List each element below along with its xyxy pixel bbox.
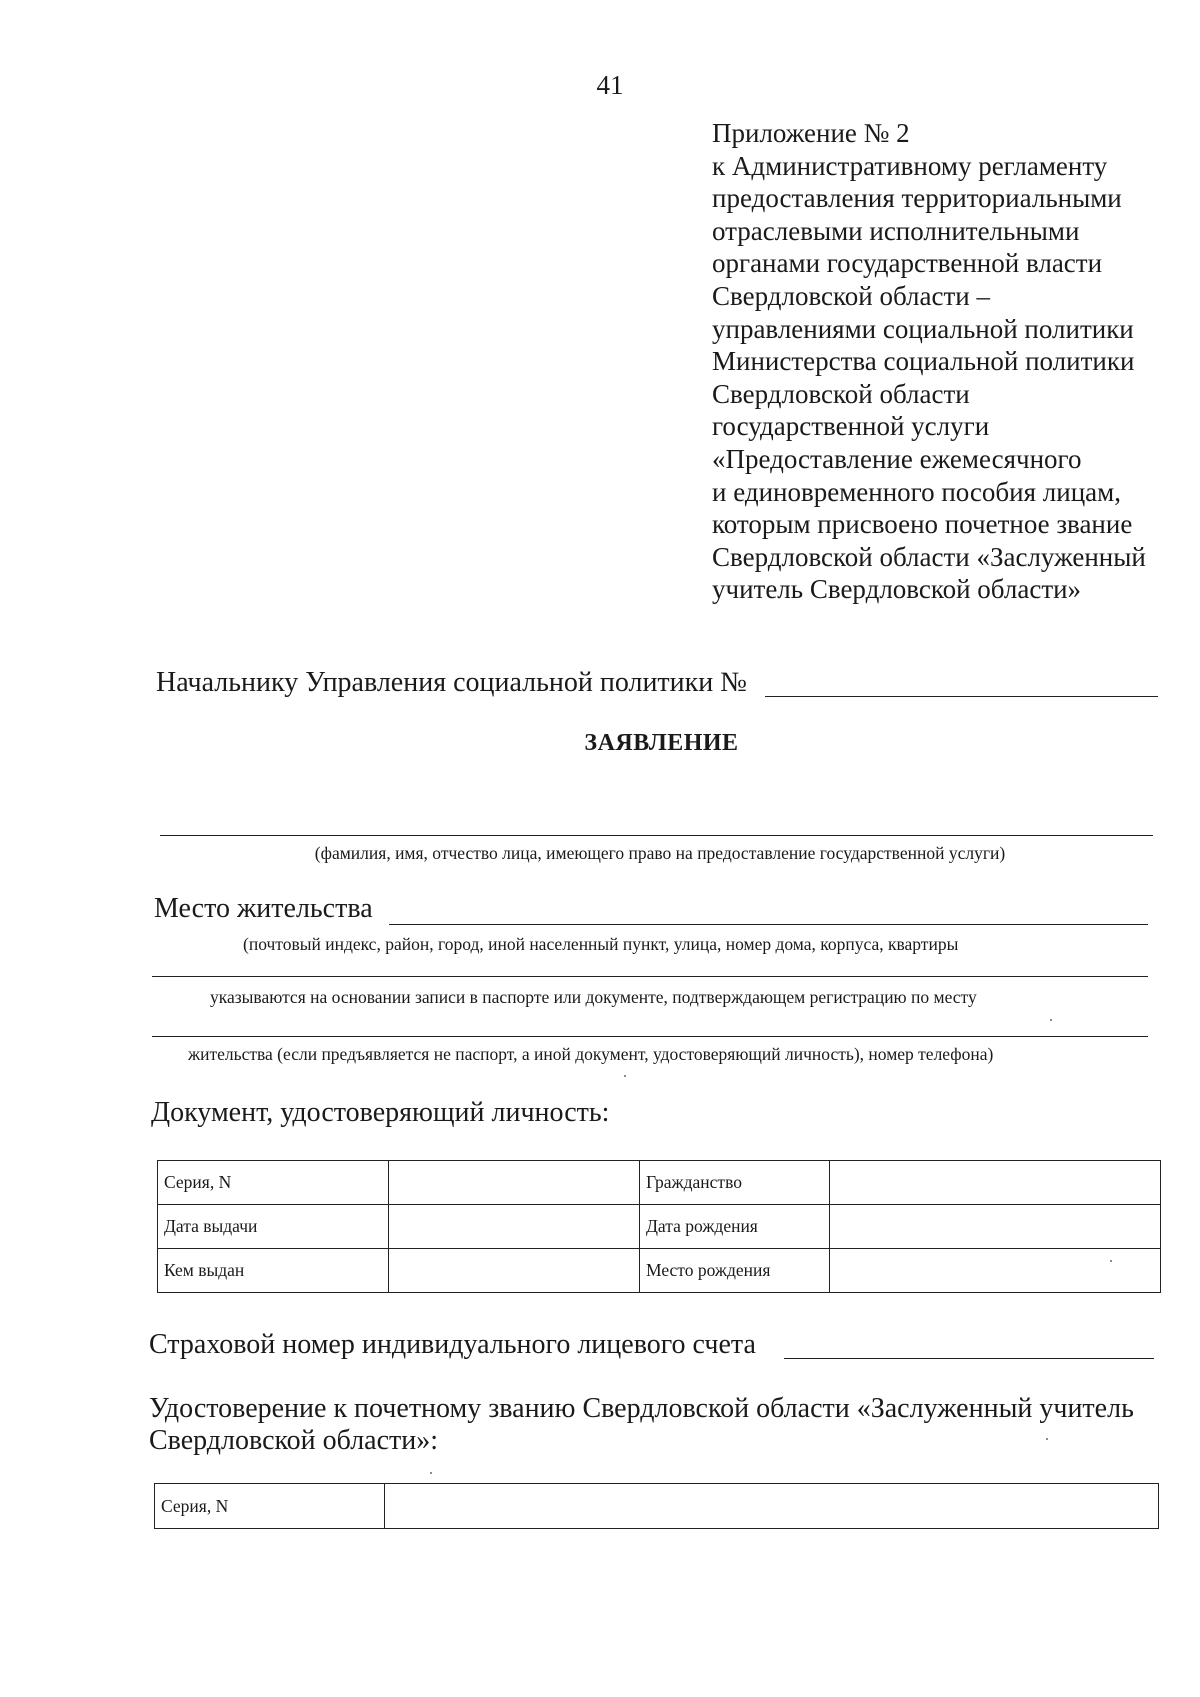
appendix-line: учитель Свердловской области» xyxy=(712,574,1082,605)
birth-place-field[interactable] xyxy=(830,1249,1161,1293)
residence-caption-2: указываются на основании записи в паспорте или документе, подтверждающем регистрацию по месту xyxy=(210,987,977,1007)
scan-speck xyxy=(624,1075,626,1077)
appendix-line: предоставления территориальными xyxy=(712,183,1122,214)
identity-doc-table xyxy=(157,1160,1161,1293)
appendix-line: к Административному регламенту xyxy=(712,150,1108,181)
page-number: 41 xyxy=(596,70,624,100)
series-number-field[interactable] xyxy=(389,1161,640,1205)
appendix-line: отраслевыми исполнительными xyxy=(712,215,1080,246)
issue-date-label: Дата выдачи xyxy=(158,1205,389,1249)
issued-by-field[interactable] xyxy=(389,1249,640,1293)
residence-field-1[interactable] xyxy=(389,924,1148,925)
appendix-line: Министерства социальной политики xyxy=(712,346,1135,377)
document-title: ЗАЯВЛЕНИЕ xyxy=(584,730,739,756)
table-row xyxy=(158,1249,1161,1293)
appendix-line: государственной услуги xyxy=(712,411,990,442)
appendix-line: «Предоставление ежемесячного xyxy=(712,443,1082,474)
appendix-line: Свердловской области – xyxy=(712,280,990,311)
scan-speck xyxy=(1110,1260,1112,1262)
appendix-line: которым присвоено почетное звание xyxy=(712,509,1133,540)
citizenship-label: Гражданство xyxy=(640,1161,830,1205)
appendix-line: и единовременного пособия лицам, xyxy=(712,476,1121,507)
appendix-line: Приложение № 2 xyxy=(712,118,910,148)
issue-date-field[interactable] xyxy=(389,1205,640,1249)
table-row xyxy=(155,1484,1159,1529)
scan-speck xyxy=(430,1472,432,1474)
table-row xyxy=(158,1161,1161,1205)
certificate-heading-line-2: Свердловской области»: xyxy=(149,1425,439,1456)
applicant-name-field[interactable] xyxy=(160,835,1153,836)
appendix-line: Свердловской области xyxy=(712,378,970,409)
snils-label: Страховой номер индивидуального лицевого счета xyxy=(149,1329,756,1360)
residence-label: Место жительства xyxy=(154,893,373,924)
scan-speck xyxy=(1046,1438,1048,1440)
series-number-label: Серия, N xyxy=(158,1161,389,1205)
appendix-line: управлениями социальной политики xyxy=(712,313,1134,344)
birth-date-label: Дата рождения xyxy=(640,1205,830,1249)
scan-speck xyxy=(1050,1019,1052,1021)
birth-date-field[interactable] xyxy=(830,1205,1161,1249)
identity-doc-heading: Документ, удостоверяющий личность: xyxy=(151,1097,610,1128)
issued-by-label: Кем выдан xyxy=(158,1249,389,1293)
certificate-heading-line-1: Удостоверение к почетному званию Свердловской области «Заслуженный учитель xyxy=(149,1393,1134,1424)
certificate-series-field[interactable] xyxy=(385,1484,1159,1529)
certificate-series-label: Серия, N xyxy=(155,1484,385,1529)
residence-field-2[interactable] xyxy=(152,976,1148,977)
snils-field[interactable] xyxy=(784,1358,1154,1359)
residence-caption-3: жительства (если предъявляется не паспорт, а иной документ, удостоверяющий личность), номер телефона) xyxy=(188,1044,994,1064)
citizenship-field[interactable] xyxy=(830,1161,1161,1205)
appendix-header xyxy=(712,117,1192,606)
birth-place-label: Место рождения xyxy=(640,1249,830,1293)
residence-caption-1: (почтовый индекс, район, город, иной населенный пункт, улица, номер дома, корпуса, квартиры xyxy=(243,934,959,954)
table-row xyxy=(158,1205,1161,1249)
appendix-line: Свердловской области «Заслуженный xyxy=(712,541,1146,572)
residence-field-3[interactable] xyxy=(152,1036,1148,1037)
addressee-label: Начальнику Управления социальной политики № xyxy=(156,667,747,698)
certificate-table xyxy=(154,1483,1159,1529)
addressee-number-field[interactable] xyxy=(765,696,1158,697)
applicant-name-caption: (фамилия, имя, отчество лица, имеющего право на предоставление государственной услуги) xyxy=(314,843,1006,863)
appendix-line: органами государственной власти xyxy=(712,248,1103,279)
